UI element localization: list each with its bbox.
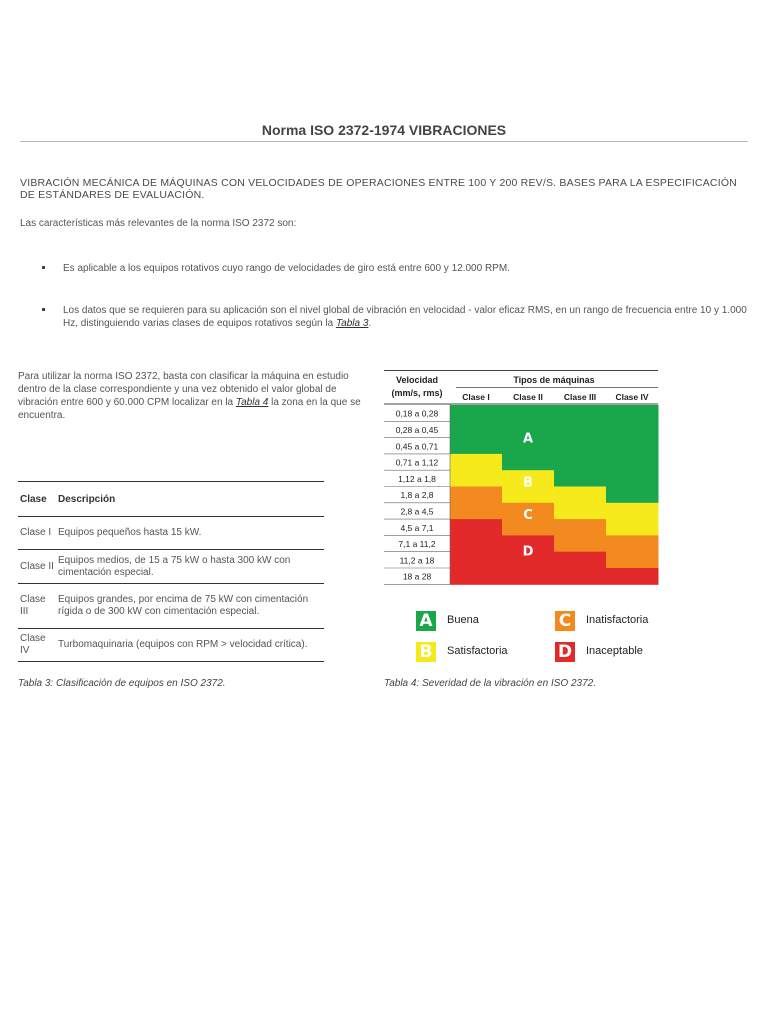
document-subtitle: VIBRACIÓN MECÁNICA DE MÁQUINAS CON VELOCIDADES DE OPERACIONES ENTRE 100 Y 200 REV/S. BASES PARA LA ESPECIFICACIÓN DE ESTÁNDARES DE EVALUACIÓN. — [20, 177, 737, 201]
severity-cell-D — [606, 568, 659, 585]
tabla-4-link[interactable]: Tabla 4 — [235, 397, 269, 408]
class-header: Clase I — [462, 392, 490, 402]
bullet-text: Es aplicable a los equipos rotativos cuyo rango de velocidades de giro está entre 600 y 12.000 RPM. — [63, 263, 510, 274]
severity-cell-A — [606, 405, 659, 422]
velocity-label: 11,2 a 18 — [399, 555, 435, 566]
velocity-label: 18 a 28 — [402, 571, 432, 582]
legend-letter: B — [419, 642, 433, 662]
class-header: Clase II — [513, 392, 543, 402]
list-item — [20, 262, 750, 275]
legend-swatch-C — [555, 611, 575, 631]
severity-cell-A — [450, 421, 503, 438]
list-item — [20, 304, 750, 330]
velocity-label: 0,18 a 0,28 — [395, 408, 439, 419]
table-header-row — [18, 482, 324, 517]
class-header: Clase IV — [615, 392, 649, 402]
legend-label: Inatisfactoria — [586, 614, 649, 626]
severity-cell-A — [554, 405, 607, 422]
severity-cell-C — [606, 535, 659, 552]
severity-cell-C — [450, 487, 503, 504]
severity-cell-C — [554, 535, 607, 552]
severity-cell-B — [450, 470, 503, 487]
intro-text: Las características más relevantes de la norma ISO 2372 son: — [20, 218, 297, 229]
cell-descripcion: Turbomaquinaria (equipos con RPM > velocidad crítica). — [56, 629, 324, 662]
zone-label-B: B — [523, 475, 533, 491]
legend-letter: C — [558, 611, 572, 631]
velocity-unit-header: (mm/s, rms) — [391, 388, 443, 398]
legend-swatch-B — [416, 642, 436, 662]
usage-paragraph — [18, 370, 373, 422]
velocity-label: 2,8 a 4,5 — [400, 506, 434, 517]
legend-letter: D — [557, 642, 573, 662]
severity-cell-B — [554, 503, 607, 520]
severity-cell-A — [450, 405, 503, 422]
velocity-label: 0,45 a 0,71 — [395, 441, 439, 452]
bullet-text-end: . — [368, 318, 372, 329]
bullet-text: Los datos que se requieren para su aplicación son el nivel global de vibración en velocidad - valor eficaz RMS, en un rango de frecuencia entre 10 y 1.000 Hz, distinguiendo varias clases de equipos rotativos según la — [63, 305, 747, 329]
velocity-label: 1,8 a 2,8 — [400, 490, 434, 501]
severity-cell-A — [554, 470, 607, 487]
velocity-label: 4,5 a 7,1 — [400, 522, 434, 533]
feature-list — [20, 262, 750, 330]
severity-cell-B — [606, 519, 659, 536]
cell-descripcion: Equipos pequeños hasta 15 kW. — [56, 517, 324, 550]
severity-cell-A — [450, 438, 503, 455]
table-row — [18, 584, 324, 629]
machine-types-header: Tipos de máquinas — [513, 375, 595, 385]
severity-cell-A — [502, 405, 555, 422]
severity-cell-C — [450, 503, 503, 520]
bullet-icon — [42, 308, 45, 311]
severity-cell-B — [554, 487, 607, 504]
legend-swatch-A — [416, 611, 436, 631]
cell-clase: Clase II — [18, 550, 56, 584]
table-3-caption: Tabla 3: Clasificación de equipos en ISO 2372. — [18, 678, 226, 689]
severity-cell-D — [554, 552, 607, 569]
severity-cell-D — [450, 535, 503, 552]
cell-clase: Clase IV — [18, 629, 56, 662]
table-row — [18, 550, 324, 584]
zone-label-C: C — [523, 508, 533, 524]
table-row — [18, 629, 324, 662]
severity-cell-A — [554, 421, 607, 438]
page-title: Norma ISO 2372-1974 VIBRACIONES — [20, 122, 748, 142]
velocity-label: 0,71 a 1,12 — [395, 457, 439, 468]
severity-cell-A — [554, 454, 607, 471]
table-4-caption: Tabla 4: Severidad de la vibración en ISO 2372. — [384, 678, 596, 689]
class-header: Clase III — [563, 392, 597, 402]
severity-cell-D — [450, 519, 503, 536]
severity-cell-A — [606, 421, 659, 438]
severity-cell-A — [606, 470, 659, 487]
cell-descripcion: Equipos grandes, por encima de 75 kW con cimentación rígida o de 300 kW con cimentación especial. — [56, 584, 324, 629]
zone-label-A: A — [522, 431, 534, 447]
severity-cell-A — [554, 438, 607, 455]
bullet-icon — [42, 266, 45, 269]
severity-cell-D — [502, 568, 555, 585]
severity-cell-C — [606, 552, 659, 569]
severity-cell-D — [450, 552, 503, 569]
severity-chart — [384, 370, 664, 596]
column-header-clase: Clase — [18, 482, 56, 517]
cell-clase: Clase III — [18, 584, 56, 629]
severity-cell-A — [606, 454, 659, 471]
severity-cell-B — [450, 454, 503, 471]
legend-label: Inaceptable — [586, 645, 643, 657]
legend-label: Buena — [447, 614, 479, 626]
velocity-label: 0,28 a 0,45 — [395, 424, 439, 435]
severity-cell-D — [554, 568, 607, 585]
severity-cell-A — [606, 438, 659, 455]
tabla-3-link[interactable]: Tabla 3 — [335, 318, 369, 329]
table-row — [18, 517, 324, 550]
cell-descripcion: Equipos medios, de 15 a 75 kW o hasta 300 kW con cimentación especial. — [56, 550, 324, 584]
zone-label-D: D — [522, 544, 534, 560]
severity-cell-A — [606, 487, 659, 504]
column-header-descripcion: Descripción — [56, 482, 324, 517]
legend-label: Satisfactoria — [447, 645, 508, 657]
severity-cell-C — [554, 519, 607, 536]
paragraph-text: Para utilizar la norma ISO 2372, basta con clasificar la máquina en estudio dentro de la clase correspondiente y una vez obtenido el valor global de vibración entre 600 y 60.000 CPM localizar en la — [18, 371, 349, 408]
legend-letter: A — [419, 611, 433, 631]
legend-swatch-D — [555, 642, 575, 662]
severity-cell-D — [450, 568, 503, 585]
classification-table — [18, 481, 324, 662]
paragraph-text-end: la zona en la que se encuentra. — [18, 397, 361, 421]
severity-cell-A — [502, 454, 555, 471]
severity-cell-B — [606, 503, 659, 520]
velocity-header: Velocidad — [395, 375, 439, 385]
velocity-label: 1,12 a 1,8 — [398, 473, 436, 484]
velocity-label: 7,1 a 11,2 — [398, 539, 436, 550]
cell-clase: Clase I — [18, 517, 56, 550]
